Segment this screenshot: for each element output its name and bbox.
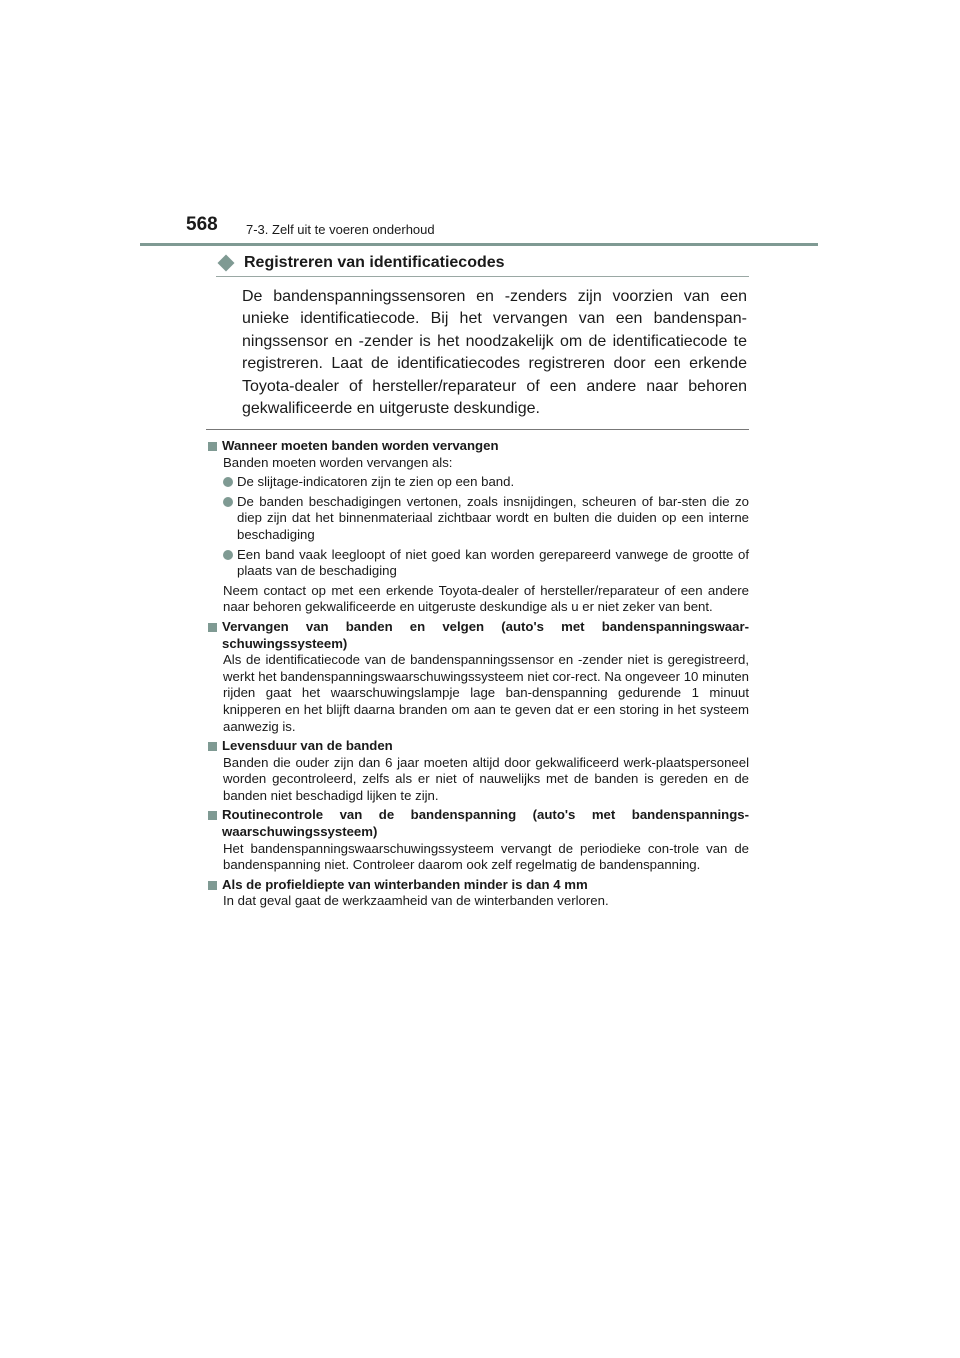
note-tire-replacement	[208, 438, 749, 616]
note-outro: Neem contact op met een erkende Toyota-dealer of hersteller/reparateur of een andere naar behoren gekwalificeerde en uitgeruste deskundige als u er niet zeker van bent.	[223, 582, 749, 615]
square-icon	[208, 742, 217, 751]
divider	[206, 429, 749, 430]
note-heading	[208, 807, 749, 840]
square-icon	[208, 881, 217, 890]
note-text: Als de identificatiecode van de bandenspanningssensor en -zender niet is geregistreerd, werkt het bandenspanningswaarschuwingssysteem niet cor-rect. Na ongeveer 10 minuten rijden gaat het waarschuwingslampje lage ban-denspanning gedurende 1 minuut knipperen en het blijft daarna branden om aan te geven dat er een storing in het systeem aanwezig is.	[223, 652, 749, 734]
note-heading	[208, 619, 749, 652]
list-item-text: De banden beschadigingen vertonen, zoals insnijdingen, scheuren of bar-sten die zo diep zijn dat het binnenmateriaal zichtbaar wordt en bulten die duiden op een interne beschadiging	[237, 493, 749, 542]
list-item	[223, 494, 749, 544]
note-text: Het bandenspanningswaarschuwingssysteem vervangt de periodieke con-trole van de bandenspanning niet. Controleer daarom ook zelf regelmatig de bandenspanning.	[223, 840, 749, 873]
list-item	[223, 547, 749, 580]
bullet-dot-icon	[223, 477, 233, 487]
list-item	[223, 474, 749, 491]
bullet-dot-icon	[223, 550, 233, 560]
note-pressure-check	[208, 807, 749, 873]
square-icon	[208, 623, 217, 632]
note-heading-text: Vervangen van banden en velgen (auto's met bandenspanningswaar-schuwingssysteem)	[222, 618, 749, 651]
note-heading-text: Levensduur van de banden	[222, 738, 393, 754]
note-heading	[208, 877, 749, 894]
notes	[208, 438, 749, 913]
note-heading	[208, 438, 749, 455]
note-heading-text: Als de profieldiepte van winterbanden minder is dan 4 mm	[222, 876, 588, 892]
note-heading-text: Wanneer moeten banden worden vervangen	[222, 438, 499, 453]
list-item-text: De slijtage-indicatoren zijn te zien op een band.	[237, 474, 515, 490]
square-icon	[208, 442, 217, 451]
list-item-text: Een band vaak leegloopt of niet goed kan worden gerepareerd vanwege de grootte of plaats van de beschadiging	[237, 546, 749, 579]
header-rule	[140, 243, 818, 246]
bullet-dot-icon	[223, 497, 233, 507]
page-number: 568	[186, 214, 218, 235]
note-intro: Banden moeten worden vervangen als:	[223, 454, 453, 470]
diamond-icon	[218, 255, 235, 272]
note-text: Banden die ouder zijn dan 6 jaar moeten altijd door gekwalificeerd werk-plaatspersoneel worden gecontroleerd, zelfs als er niet of nauwelijks met de banden is gereden en de banden niet beschadigd lijken te zijn.	[223, 754, 749, 803]
note-heading-text: Routinecontrole van de bandenspanning (auto's met bandenspannings-waarschuwingssysteem)	[222, 807, 749, 840]
note-tire-lifespan	[208, 738, 749, 804]
note-winter-tires	[208, 877, 749, 910]
heading-rule	[216, 276, 749, 277]
section-heading	[216, 250, 749, 276]
section-heading-text: Registreren van identificatiecodes	[244, 254, 505, 271]
square-icon	[208, 811, 217, 820]
note-tire-wheel-replacement	[208, 619, 749, 735]
note-heading	[208, 738, 749, 755]
registration-section	[216, 250, 749, 420]
section-body: De bandenspanningssensoren en -zenders zijn voorzien van een unieke identificatiecode. Bij het vervangen van een bandenspan-ningssensor en -zender is het noodzakelijk om de identificatiecode te registreren. Laat de identificatiecodes registreren door een erkende Toyota-dealer of hersteller/reparateur of een andere naar behoren gekwalificeerde en uitgeruste deskundige.	[242, 288, 747, 418]
section-title: 7-3. Zelf uit te voeren onderhoud	[246, 222, 435, 237]
note-text: In dat geval gaat de werkzaamheid van de winterbanden verloren.	[223, 893, 609, 909]
